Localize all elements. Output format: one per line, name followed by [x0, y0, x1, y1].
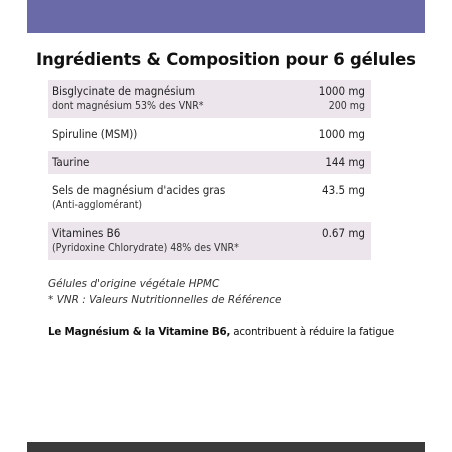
table-row: [48, 123, 371, 146]
ingredient-name: Taurine: [52, 155, 90, 169]
ingredient-name: Vitamines B6: [52, 226, 121, 240]
bottom-color-band: [27, 442, 425, 452]
ingredient-amount: 43.5 mg: [322, 183, 365, 197]
table-row: [48, 80, 371, 118]
ingredient-name: Sels de magnésium d'acides gras: [52, 183, 226, 197]
table-row: [48, 151, 371, 174]
ingredient-amount: 144 mg: [325, 155, 365, 169]
table-row: [48, 222, 371, 260]
ingredient-detail: (Anti-agglomérant): [52, 199, 143, 211]
health-claim-bold: Le Magnésium & la Vitamine B6,: [48, 326, 231, 338]
ingredient-detail-amount: 200 mg: [328, 100, 365, 112]
capsule-note: Gélules d'origine végétale HPMC: [48, 278, 220, 290]
ingredient-name: Spiruline (MSM)): [52, 127, 138, 141]
health-claim-text: acontribuent à réduire la fatigue: [230, 326, 394, 338]
top-color-band: [27, 0, 425, 33]
vnr-note: * VNR : Valeurs Nutritionnelles de Référence: [48, 294, 282, 306]
ingredient-amount: 1000 mg: [318, 127, 365, 141]
ingredient-amount: 1000 mg: [318, 84, 365, 98]
table-row: [48, 179, 371, 217]
ingredient-detail: (Pyridoxine Chlorydrate) 48% des VNR*: [52, 242, 239, 254]
composition-table: [48, 80, 371, 265]
ingredient-detail: dont magnésium 53% des VNR*: [52, 100, 204, 112]
ingredient-amount: 0.67 mg: [322, 226, 365, 240]
footnotes: [48, 276, 281, 308]
health-claim: [48, 326, 394, 338]
ingredient-name: Bisglycinate de magnésium: [52, 84, 196, 98]
section-title: Ingrédients & Composition pour 6 gélules: [36, 50, 416, 69]
